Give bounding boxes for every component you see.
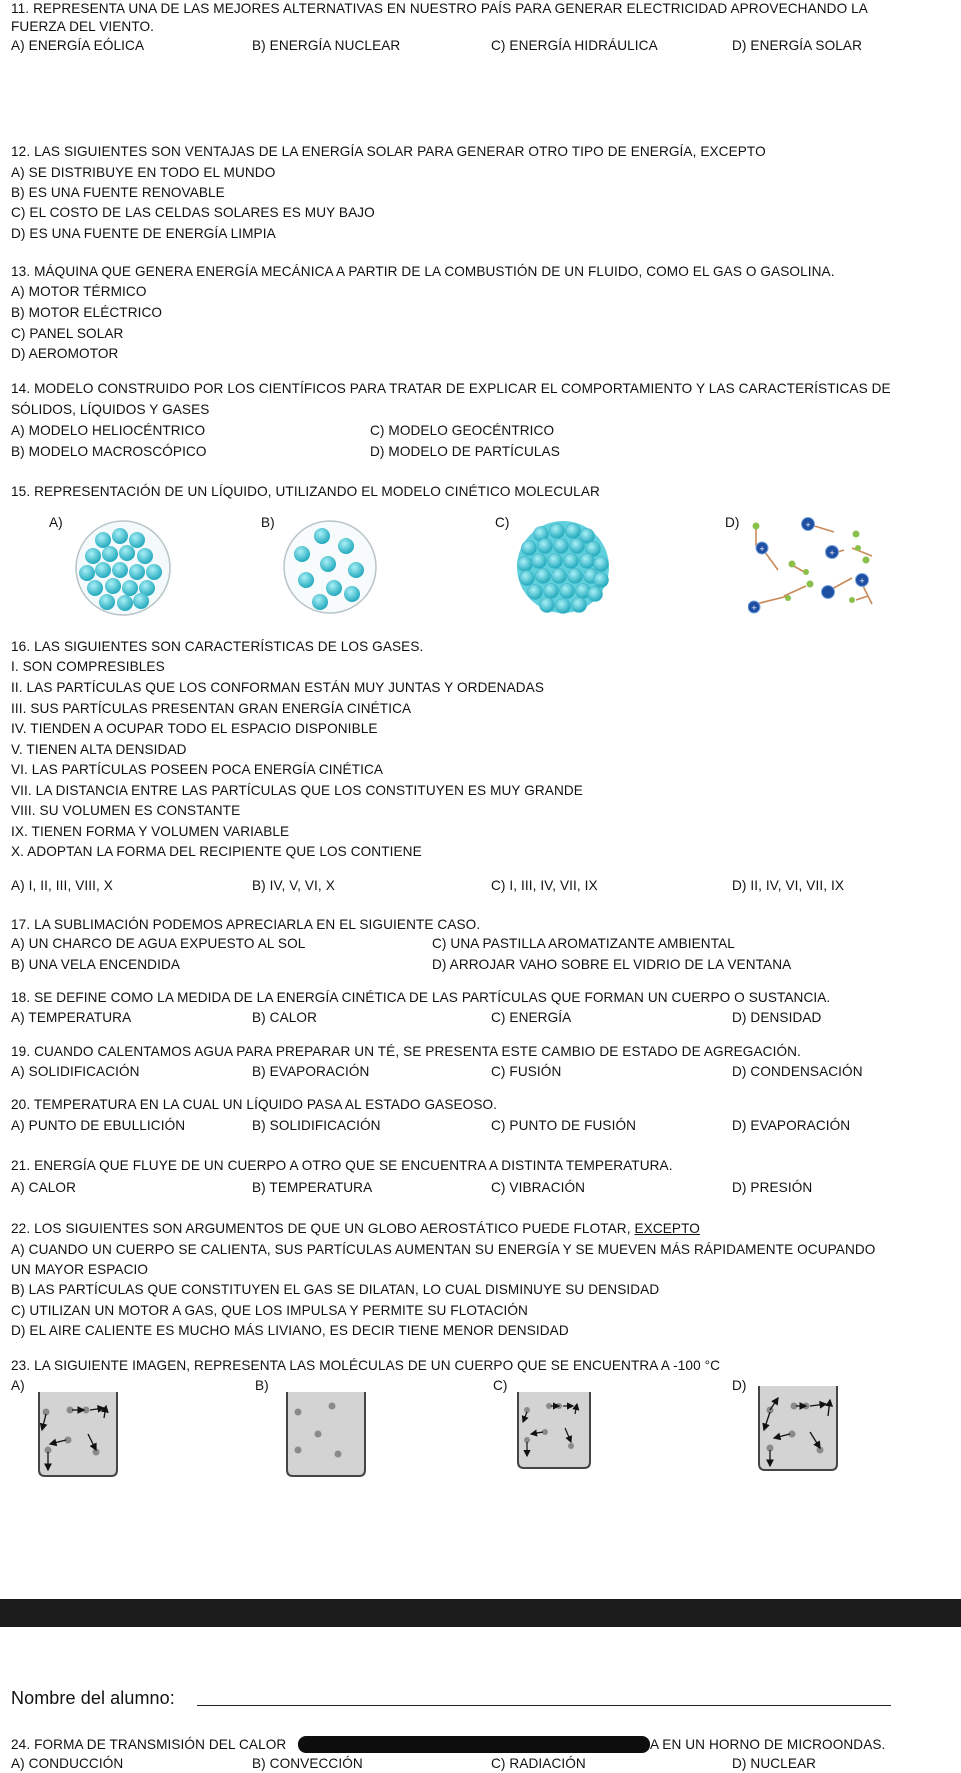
q12-stem: 12. LAS SIGUIENTES SON VENTAJAS DE LA ENERGÍA SOLAR PARA GENERAR OTRO TIPO DE ENERGÍA, EXCEPTO xyxy=(11,144,766,159)
q24-option-a: A) CONDUCCIÓN xyxy=(11,1756,124,1771)
q15-option-b-image xyxy=(282,518,378,616)
q17-option-a: A) UN CHARCO DE AGUA EXPUESTO AL SOL xyxy=(11,936,306,951)
q23-option-a-image xyxy=(36,1388,120,1478)
q15-stem: 15. REPRESENTACIÓN DE UN LÍQUIDO, UTILIZANDO EL MODELO CINÉTICO MOLECULAR xyxy=(11,484,600,499)
q15-label-c: C) xyxy=(495,515,510,530)
q12-option-a: A) SE DISTRIBUYE EN TODO EL MUNDO xyxy=(11,165,276,180)
q23-label-a: A) xyxy=(11,1378,25,1393)
q16-item-6: VI. LAS PARTÍCULAS POSEEN POCA ENERGÍA CINÉTICA xyxy=(11,762,384,777)
q16-item-1: I. SON COMPRESIBLES xyxy=(11,659,165,674)
redaction-blot xyxy=(298,1736,650,1753)
q16-item-3: III. SUS PARTÍCULAS PRESENTAN GRAN ENERGÍA CINÉTICA xyxy=(11,701,412,716)
q21-option-c: C) VIBRACIÓN xyxy=(491,1180,586,1195)
q23-label-d: D) xyxy=(732,1378,747,1393)
q17-option-b: B) UNA VELA ENCENDIDA xyxy=(11,957,181,972)
q22-stem-emphasis: EXCEPTO xyxy=(634,1221,700,1236)
q11-stem-line2: FUERZA DEL VIENTO. xyxy=(11,19,155,34)
q18-option-c: C) ENERGÍA xyxy=(491,1010,572,1025)
q18-option-b: B) CALOR xyxy=(252,1010,318,1025)
q24-stem-start: 24. FORMA DE TRANSMISIÓN DEL CALOR xyxy=(11,1737,287,1752)
q20-option-a: A) PUNTO DE EBULLICIÓN xyxy=(11,1118,186,1133)
q21-option-b: B) TEMPERATURA xyxy=(252,1180,373,1195)
q18-stem: 18. SE DEFINE COMO LA MEDIDA DE LA ENERGÍA CINÉTICA DE LAS PARTÍCULAS QUE FORMAN UN CUERPO O SUSTANCIA. xyxy=(11,990,831,1005)
q11-stem-line1: 11. REPRESENTA UNA DE LAS MEJORES ALTERNATIVAS EN NUESTRO PAÍS PARA GENERAR ELECTRICIDAD APROVECHANDO LA xyxy=(11,1,868,16)
q16-option-d: D) II, IV, VI, VII, IX xyxy=(732,878,844,893)
q12-option-c: C) EL COSTO DE LAS CELDAS SOLARES ES MUY BAJO xyxy=(11,205,375,220)
q14-option-a: A) MODELO HELIOCÉNTRICO xyxy=(11,423,206,438)
student-name-label: Nombre del alumno: xyxy=(11,1688,175,1708)
q15-option-d-image xyxy=(748,512,882,616)
q18-option-a: A) TEMPERATURA xyxy=(11,1010,132,1025)
q23-option-c-image xyxy=(515,1388,593,1470)
q13-stem: 13. MÁQUINA QUE GENERA ENERGÍA MECÁNICA A PARTIR DE LA COMBUSTIÓN DE UN FLUIDO, COMO EL GAS O GASOLINA. xyxy=(11,264,835,279)
q16-item-2: II. LAS PARTÍCULAS QUE LOS CONFORMAN ESTÁN MUY JUNTAS Y ORDENADAS xyxy=(11,680,544,695)
q19-option-b: B) EVAPORACIÓN xyxy=(252,1064,370,1079)
q16-item-4: IV. TIENDEN A OCUPAR TODO EL ESPACIO DISPONIBLE xyxy=(11,721,378,736)
q17-option-d: D) ARROJAR VAHO SOBRE EL VIDRIO DE LA VENTANA xyxy=(432,957,792,972)
q23-label-c: C) xyxy=(493,1378,508,1393)
q14-option-b: B) MODELO MACROSCÓPICO xyxy=(11,444,207,459)
dark-divider-band xyxy=(0,1599,961,1627)
q16-item-9: IX. TIENEN FORMA Y VOLUMEN VARIABLE xyxy=(11,824,290,839)
q21-stem: 21. ENERGÍA QUE FLUYE DE UN CUERPO A OTRO QUE SE ENCUENTRA A DISTINTA TEMPERATURA. xyxy=(11,1158,673,1173)
q22-line-3: B) LAS PARTÍCULAS QUE CONSTITUYEN EL GAS SE DILATAN, LO CUAL DISMINUYE SU DENSIDAD xyxy=(11,1282,660,1297)
q20-option-d: D) EVAPORACIÓN xyxy=(732,1118,851,1133)
q24-option-d: D) NUCLEAR xyxy=(732,1756,817,1771)
svg-text:+: + xyxy=(859,577,865,585)
q15-label-a: A) xyxy=(49,515,63,530)
svg-text:+: + xyxy=(805,521,811,529)
q16-item-5: V. TIENEN ALTA DENSIDAD xyxy=(11,742,187,757)
q19-stem: 19. CUANDO CALENTAMOS AGUA PARA PREPARAR UN TÉ, SE PRESENTA ESTE CAMBIO DE ESTADO DE AGREGACIÓN. xyxy=(11,1044,801,1059)
q22-stem-text: 22. LOS SIGUIENTES SON ARGUMENTOS DE QUE UN GLOBO AEROSTÁTICO PUEDE FLOTAR, xyxy=(11,1221,635,1236)
q24-option-c: C) RADIACIÓN xyxy=(491,1756,586,1771)
q12-option-d: D) ES UNA FUENTE DE ENERGÍA LIMPIA xyxy=(11,226,276,241)
q23-option-b-image xyxy=(284,1388,368,1478)
svg-text:+: + xyxy=(829,549,835,557)
svg-text:+: + xyxy=(751,604,757,612)
q11-option-b: B) ENERGÍA NUCLEAR xyxy=(252,38,401,53)
q19-option-d: D) CONDENSACIÓN xyxy=(732,1064,863,1079)
q18-option-d: D) DENSIDAD xyxy=(732,1010,822,1025)
q22-line-1: A) CUANDO UN CUERPO SE CALIENTA, SUS PARTÍCULAS AUMENTAN SU ENERGÍA Y SE MUEVEN MÁS RÁPIDAMENTE OCUPANDO xyxy=(11,1242,876,1257)
q22-line-2: UN MAYOR ESPACIO xyxy=(11,1262,149,1277)
q15-option-c-image xyxy=(515,518,611,616)
q16-option-a: A) I, II, III, VIII, X xyxy=(11,878,113,893)
q16-stem: 16. LAS SIGUIENTES SON CARACTERÍSTICAS DE LOS GASES. xyxy=(11,639,424,654)
q19-option-c: C) FUSIÓN xyxy=(491,1064,562,1079)
q23-stem: 23. LA SIGUIENTE IMAGEN, REPRESENTA LAS MOLÉCULAS DE UN CUERPO QUE SE ENCUENTRA A -100 °C xyxy=(11,1358,721,1373)
q24-option-b: B) CONVECCIÓN xyxy=(252,1756,363,1771)
q14-stem-line1: 14. MODELO CONSTRUIDO POR LOS CIENTÍFICOS PARA TRATAR DE EXPLICAR EL COMPORTAMIENTO Y LAS CARACTERÍSTICAS DE xyxy=(11,381,891,396)
q14-option-c: C) MODELO GEOCÉNTRICO xyxy=(370,423,555,438)
q13-option-c: C) PANEL SOLAR xyxy=(11,326,124,341)
q21-option-d: D) PRESIÓN xyxy=(732,1180,813,1195)
q20-stem: 20. TEMPERATURA EN LA CUAL UN LÍQUIDO PASA AL ESTADO GASEOSO. xyxy=(11,1097,498,1112)
q14-option-d: D) MODELO DE PARTÍCULAS xyxy=(370,444,560,459)
q13-option-a: A) MOTOR TÉRMICO xyxy=(11,284,147,299)
q15-label-b: B) xyxy=(261,515,275,530)
q16-option-c: C) I, III, IV, VII, IX xyxy=(491,878,598,893)
q12-option-b: B) ES UNA FUENTE RENOVABLE xyxy=(11,185,225,200)
q13-option-d: D) AEROMOTOR xyxy=(11,346,119,361)
q24-stem-end: A EN UN HORNO DE MICROONDAS. xyxy=(650,1737,886,1752)
q17-option-c: C) UNA PASTILLA AROMATIZANTE AMBIENTAL xyxy=(432,936,735,951)
q16-item-10: X. ADOPTAN LA FORMA DEL RECIPIENTE QUE LOS CONTIENE xyxy=(11,844,422,859)
q23-option-d-image xyxy=(756,1382,840,1472)
q13-option-b: B) MOTOR ELÉCTRICO xyxy=(11,305,163,320)
q15-option-a-image xyxy=(73,518,173,618)
q22-line-5: D) EL AIRE CALIENTE ES MUCHO MÁS LIVIANO, ES DECIR TIENE MENOR DENSIDAD xyxy=(11,1323,569,1338)
q21-option-a: A) CALOR xyxy=(11,1180,77,1195)
q22-stem xyxy=(11,1220,700,1237)
q16-item-7: VII. LA DISTANCIA ENTRE LAS PARTÍCULAS QUE LOS CONSTITUYEN ES MUY GRANDE xyxy=(11,783,583,798)
q20-option-c: C) PUNTO DE FUSIÓN xyxy=(491,1118,637,1133)
q17-stem: 17. LA SUBLIMACIÓN PODEMOS APRECIARLA EN EL SIGUIENTE CASO. xyxy=(11,917,481,932)
q20-option-b: B) SOLIDIFICACIÓN xyxy=(252,1118,381,1133)
student-name-line[interactable] xyxy=(197,1705,891,1706)
q15-label-d: D) xyxy=(725,515,740,530)
q11-option-d: D) ENERGÍA SOLAR xyxy=(732,38,863,53)
q14-stem-line2: SÓLIDOS, LÍQUIDOS Y GASES xyxy=(11,402,210,417)
q16-item-8: VIII. SU VOLUMEN ES CONSTANTE xyxy=(11,803,241,818)
q11-option-a: A) ENERGÍA EÓLICA xyxy=(11,38,145,53)
svg-text:+: + xyxy=(759,545,765,553)
q16-option-b: B) IV, V, VI, X xyxy=(252,878,335,893)
q23-label-b: B) xyxy=(255,1378,269,1393)
q22-line-4: C) UTILIZAN UN MOTOR A GAS, QUE LOS IMPULSA Y PERMITE SU FLOTACIÓN xyxy=(11,1303,528,1318)
q19-option-a: A) SOLIDIFICACIÓN xyxy=(11,1064,140,1079)
q11-option-c: C) ENERGÍA HIDRÁULICA xyxy=(491,38,658,53)
